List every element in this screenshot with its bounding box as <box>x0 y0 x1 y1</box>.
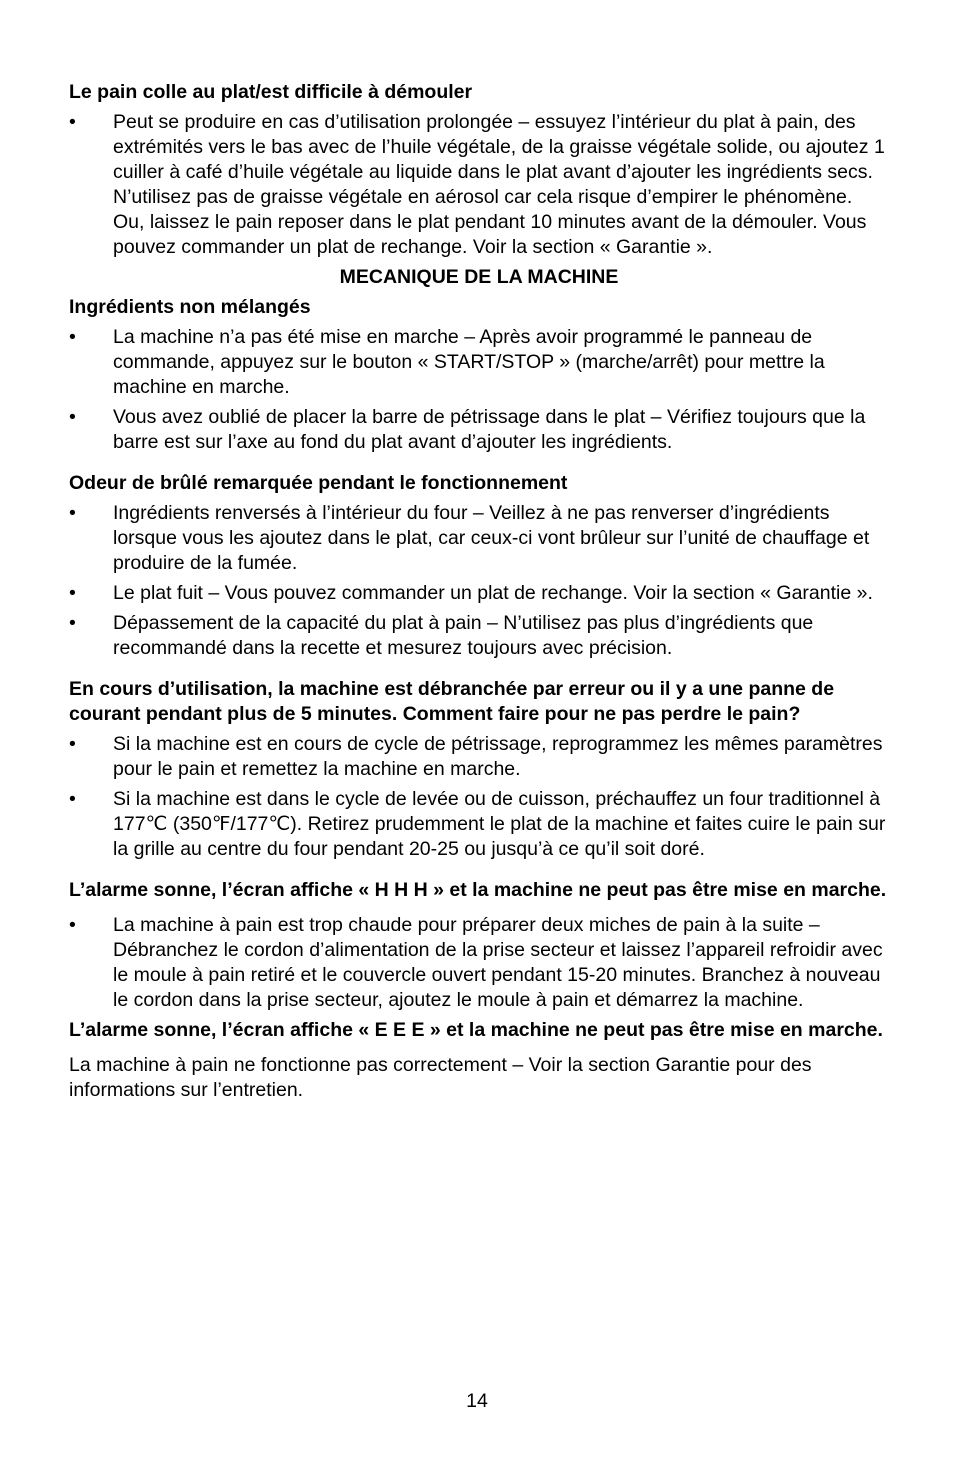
bullet-glyph: • <box>69 111 76 133</box>
section-heading: Odeur de brûlé remarquée pendant le fonctionnement <box>69 472 568 494</box>
list-item <box>69 787 889 862</box>
bullet-glyph: • <box>69 582 76 604</box>
list-item <box>69 405 889 455</box>
list-item <box>69 732 889 782</box>
list-item <box>69 913 889 1013</box>
bullet-list <box>69 913 889 1013</box>
section-heading: Ingrédients non mélangés <box>69 296 311 318</box>
bullet-glyph: • <box>69 406 76 428</box>
list-item-text: Si la machine est dans le cycle de levée ou de cuisson, préchauffez un four traditionnel à 177℃ (350℉/177℃). Retirez prudemment le plat de la machine et faites cuire le pain sur la grille au centre du four pendant 20-25 ou jusqu’à ce qu’il soit doré. <box>113 788 886 860</box>
list-item-text: Ingrédients renversés à l’intérieur du four – Veillez à ne pas renverser d’ingrédients lorsque vous les ajoutez dans le plat, car ceux-ci vont brûleur sur l’unité de chauffage et produire de la fumée. <box>113 502 870 574</box>
list-item-text: Dépassement de la capacité du plat à pain – N’utilisez pas plus d’ingrédients que recommandé dans la recette et mesurez toujours avec précision. <box>113 612 814 659</box>
bullet-list <box>69 325 889 455</box>
section-heading: Le pain colle au plat/est difficile à démouler <box>69 81 473 103</box>
list-item-text: La machine n’a pas été mise en marche – Après avoir programmé le panneau de commande, appuyez sur le bouton « START/STOP » (marche/arrêt) pour mettre la machine en marche. <box>113 326 825 398</box>
bullet-glyph: • <box>69 326 76 348</box>
bullet-glyph: • <box>69 914 76 936</box>
page-number: 14 <box>466 1390 488 1412</box>
list-item <box>69 325 889 400</box>
list-item-text: Peut se produire en cas d’utilisation prolongée – essuyez l’intérieur du plat à pain, des extrémités vers le bas avec de l’huile végétale, de la graisse végétale solide, ou ajoutez 1 cuiller à café d’huile végétale au liquide dans le plat avant d’ajouter les ingrédients secs. N’utilisez pas de graisse végétale en aérosol car cela risque d’empirer le phénomène. Ou, laissez le pain reposer dans le plat pendant 10 minutes avant de la démouler. Vous pouvez commander un plat de rechange. Voir la section « Garantie ». <box>113 111 885 258</box>
list-item <box>69 581 889 606</box>
list-item <box>69 110 889 260</box>
section-heading: L’alarme sonne, l’écran affiche « H H H » et la machine ne peut pas être mise en marche. <box>69 879 887 901</box>
list-item <box>69 611 889 661</box>
section-title: MECANIQUE DE LA MACHINE <box>339 266 619 288</box>
list-item-text: La machine à pain est trop chaude pour préparer deux miches de pain à la suite – Débranchez le cordon d’alimentation de la prise secteur et laissez l’appareil refroidir avec le moule à pain retiré et le couvercle ouvert pendant 15-20 minutes. Branchez à nouveau le cordon dans la prise secteur, ajoutez le moule à pain et démarrez la machine. <box>113 914 883 1011</box>
list-item-text: Si la machine est en cours de cycle de pétrissage, reprogrammez les mêmes paramètres pour le pain et remettez la machine en marche. <box>113 733 883 780</box>
list-item-text: Le plat fuit – Vous pouvez commander un plat de rechange. Voir la section « Garantie ». <box>113 582 873 604</box>
list-item-text: Vous avez oublié de placer la barre de pétrissage dans le plat – Vérifiez toujours que la barre est sur l’axe au fond du plat avant d’ajouter les ingrédients. <box>113 406 866 453</box>
section-heading: En cours d’utilisation, la machine est débranchée par erreur ou il y a une panne de courant pendant plus de 5 minutes. Comment faire pour ne pas perdre le pain? <box>69 678 835 725</box>
page-content <box>69 80 889 1103</box>
bullet-list <box>69 732 889 862</box>
bullet-glyph: • <box>69 502 76 524</box>
bullet-glyph: • <box>69 612 76 634</box>
list-item <box>69 501 889 576</box>
body-paragraph: La machine à pain ne fonctionne pas correctement – Voir la section Garantie pour des informations sur l’entretien. <box>69 1054 812 1101</box>
bullet-glyph: • <box>69 733 76 755</box>
section-heading: L’alarme sonne, l’écran affiche « E E E » et la machine ne peut pas être mise en marche. <box>69 1019 883 1041</box>
bullet-list <box>69 501 889 661</box>
bullet-glyph: • <box>69 788 76 810</box>
bullet-list <box>69 110 889 260</box>
